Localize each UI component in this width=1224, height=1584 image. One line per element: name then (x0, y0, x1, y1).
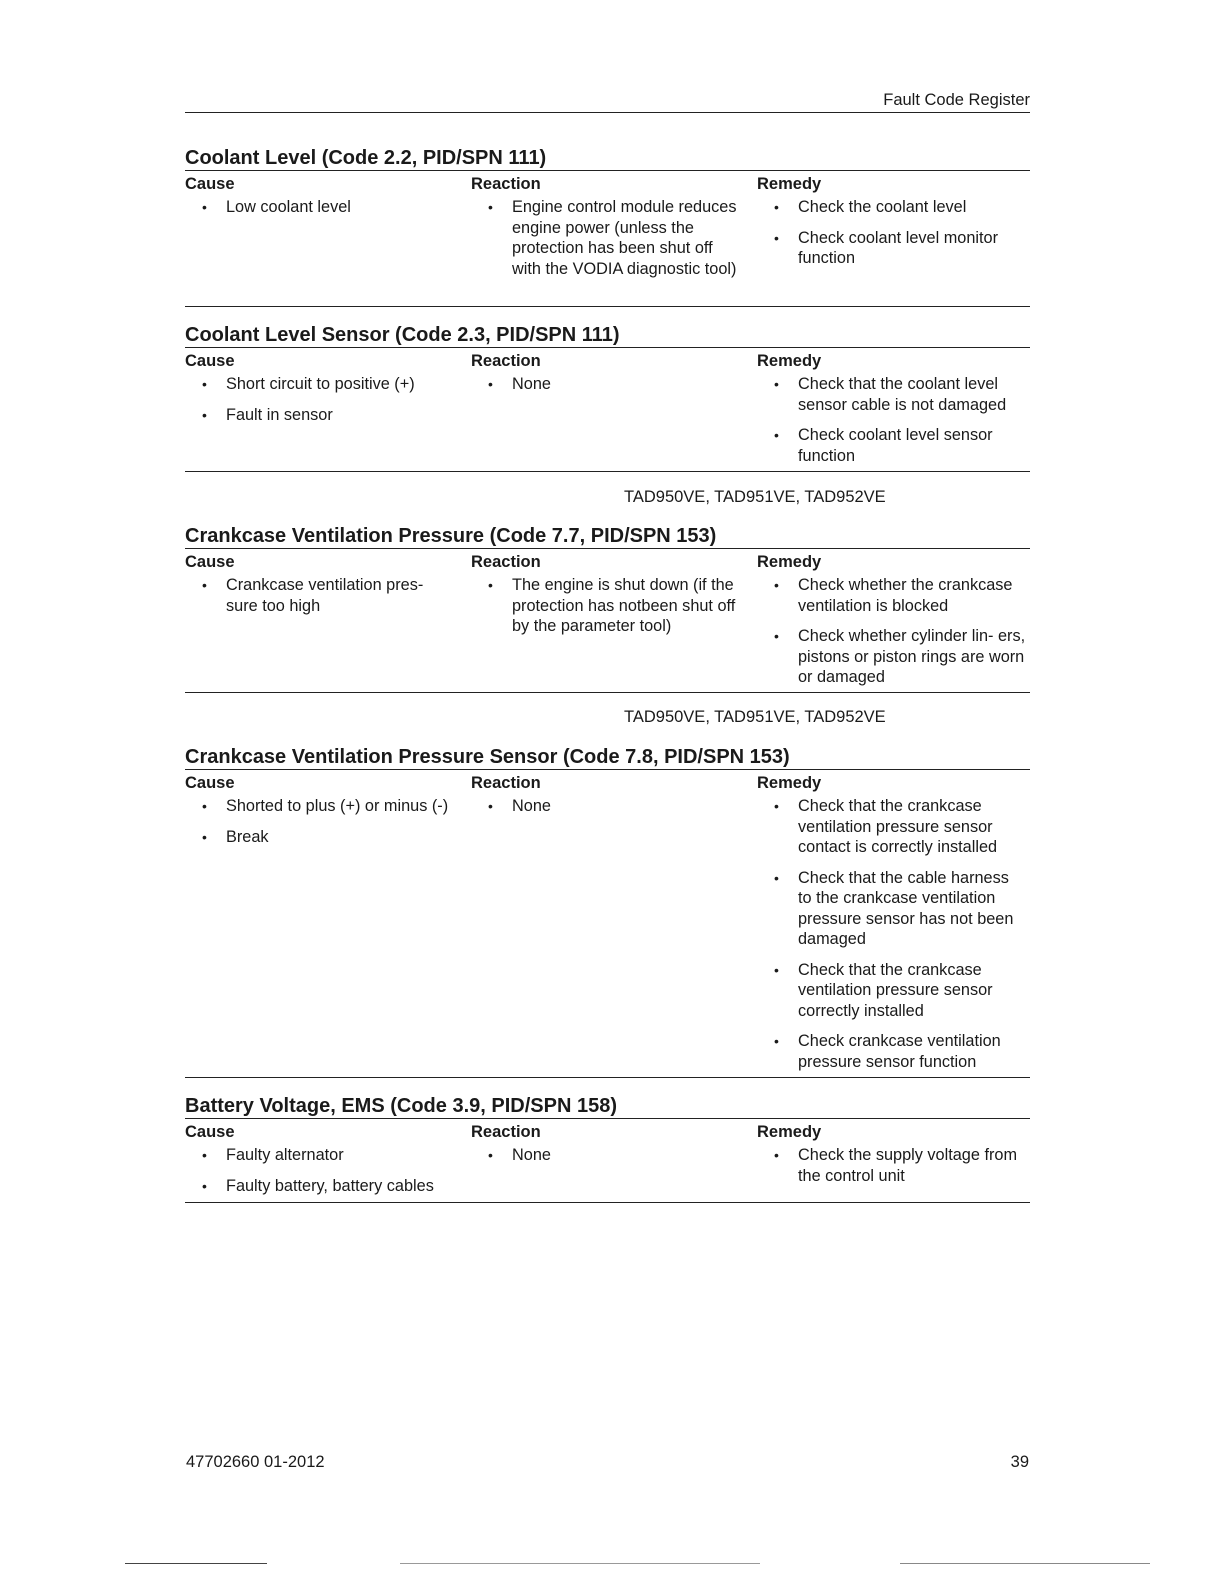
fault-columns (185, 1119, 1030, 1196)
list-item: • The engine is shut down (if the protection has notbeen shut off by the parameter tool) (471, 575, 757, 637)
section-divider (185, 1202, 1030, 1203)
cause-heading: Cause (185, 175, 235, 193)
list-item: • Crankcase ventilation pres- sure too high (185, 575, 471, 616)
reaction-heading: Reaction (471, 774, 541, 792)
remedy-heading: Remedy (757, 553, 822, 571)
reaction-column (471, 770, 757, 1072)
page-number: 39 (1010, 1453, 1029, 1471)
list-item: • Shorted to plus (+) or minus (-) (185, 796, 471, 817)
list-item: • Check whether cylinder lin- ers, pistons or piston rings are worn or damaged (757, 626, 1030, 688)
cause-heading: Cause (185, 1123, 235, 1141)
list-item: • Faulty alternator (185, 1145, 471, 1166)
reaction-column (471, 1119, 757, 1196)
section-divider (185, 1077, 1030, 1078)
remedy-column (757, 549, 1030, 688)
page-header (185, 90, 1030, 113)
header-title: Fault Code Register (883, 91, 1030, 109)
list-item: • Check the coolant level (757, 197, 1030, 218)
fault-section-crankcase-pressure (185, 524, 1030, 693)
cause-heading: Cause (185, 352, 235, 370)
list-item: • None (471, 1145, 757, 1166)
remedy-column (757, 1119, 1030, 1196)
section-title: Crankcase Ventilation Pressure (Code 7.7, PID/SPN 153) (185, 524, 1030, 549)
section-title: Coolant Level Sensor (Code 2.3, PID/SPN 111) (185, 323, 1030, 348)
remedy-heading: Remedy (757, 175, 822, 193)
section-divider (185, 471, 1030, 472)
list-item: • Fault in sensor (185, 405, 471, 426)
cause-column (185, 1119, 471, 1196)
fault-section-coolant-level-sensor (185, 323, 1030, 472)
list-item: • Check whether the crankcase ventilation is blocked (757, 575, 1030, 616)
reaction-list (471, 374, 757, 395)
list-item: • Check that the coolant level sensor cable is not damaged (757, 374, 1030, 415)
remedy-column (757, 171, 1030, 279)
list-item: • Check coolant level monitor function (757, 228, 1030, 269)
fault-section-coolant-level (185, 146, 1030, 307)
fault-section-battery-voltage (185, 1094, 1030, 1203)
remedy-column (757, 770, 1030, 1072)
cause-heading: Cause (185, 553, 235, 571)
reaction-list (471, 575, 757, 637)
reaction-column (471, 549, 757, 688)
model-applicability-note: TAD950VE, TAD951VE, TAD952VE (624, 708, 886, 726)
list-item: • Check crankcase ventilation pressure sensor function (757, 1031, 1030, 1072)
fault-columns (185, 171, 1030, 279)
cause-column (185, 171, 471, 279)
remedy-heading: Remedy (757, 774, 822, 792)
remedy-list (757, 197, 1030, 269)
reaction-list (471, 1145, 757, 1166)
list-item: • None (471, 374, 757, 395)
remedy-heading: Remedy (757, 1123, 822, 1141)
cause-heading: Cause (185, 774, 235, 792)
section-title: Battery Voltage, EMS (Code 3.9, PID/SPN 158) (185, 1094, 1030, 1119)
list-item: • Check that the cable harness to the crankcase ventilation pressure sensor has not been damaged (757, 868, 1030, 950)
cause-list (185, 1145, 471, 1196)
list-item: • Check that the crankcase ventilation pressure sensor contact is correctly installed (757, 796, 1030, 858)
scan-artifact-line (400, 1563, 760, 1564)
list-item: • None (471, 796, 757, 817)
fault-columns (185, 549, 1030, 688)
reaction-list (471, 197, 757, 279)
remedy-column (757, 348, 1030, 466)
fault-section-crankcase-pressure-sensor (185, 745, 1030, 1078)
list-item: • Check the supply voltage from the control unit (757, 1145, 1030, 1186)
remedy-list (757, 374, 1030, 466)
list-item: • Check coolant level sensor function (757, 425, 1030, 466)
reaction-heading: Reaction (471, 1123, 541, 1141)
remedy-list (757, 575, 1030, 688)
reaction-column (471, 348, 757, 466)
list-item: • Engine control module reduces engine power (unless the protection has been shut off with the VODIA diagnostic tool) (471, 197, 757, 279)
list-item: • Faulty battery, battery cables (185, 1176, 471, 1197)
reaction-list (471, 796, 757, 817)
cause-column (185, 770, 471, 1072)
reaction-heading: Reaction (471, 352, 541, 370)
remedy-list (757, 1145, 1030, 1186)
list-item: • Break (185, 827, 471, 848)
reaction-heading: Reaction (471, 553, 541, 571)
reaction-column (471, 171, 757, 279)
cause-list (185, 796, 471, 847)
cause-column (185, 348, 471, 466)
fault-columns (185, 348, 1030, 466)
list-item: • Low coolant level (185, 197, 471, 218)
section-divider (185, 692, 1030, 693)
cause-column (185, 549, 471, 688)
remedy-list (757, 796, 1030, 1072)
cause-list (185, 575, 471, 616)
fault-columns (185, 770, 1030, 1072)
cause-list (185, 197, 471, 218)
section-title: Crankcase Ventilation Pressure Sensor (Code 7.8, PID/SPN 153) (185, 745, 1030, 770)
scan-artifact-line (900, 1563, 1150, 1564)
section-title: Coolant Level (Code 2.2, PID/SPN 111) (185, 146, 1030, 171)
list-item: • Check that the crankcase ventilation pressure sensor correctly installed (757, 960, 1030, 1022)
reaction-heading: Reaction (471, 175, 541, 193)
remedy-heading: Remedy (757, 352, 822, 370)
scan-artifact-line (125, 1563, 267, 1564)
document-number: 47702660 01-2012 (186, 1453, 325, 1471)
cause-list (185, 374, 471, 425)
model-applicability-note: TAD950VE, TAD951VE, TAD952VE (624, 488, 886, 506)
list-item: • Short circuit to positive (+) (185, 374, 471, 395)
section-divider (185, 306, 1030, 307)
